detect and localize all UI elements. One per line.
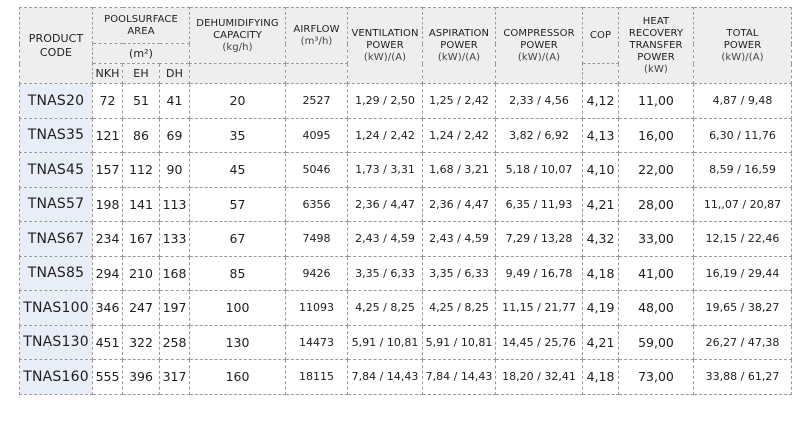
header-dh: DH — [160, 64, 190, 84]
header-aspiration — [423, 8, 496, 84]
compressor-cell: 6,35 / 11,93 — [496, 187, 583, 222]
header-dehumidifying — [190, 8, 286, 64]
nkh-cell: 234 — [93, 222, 123, 257]
header-airflow-label: AIRFLOW — [293, 23, 340, 35]
aspiration-cell: 2,43 / 4,59 — [423, 222, 496, 257]
total-power-cell: 12,15 / 22,46 — [694, 222, 792, 257]
total-power-cell: 4,87 / 9,48 — [694, 84, 792, 119]
compressor-cell: 2,33 / 4,56 — [496, 84, 583, 119]
header-ventilation — [348, 8, 423, 84]
compressor-cell: 18,20 / 32,41 — [496, 360, 583, 395]
header-compressor-line1: COMPRESSOR — [503, 27, 575, 39]
compressor-cell: 14,45 / 25,76 — [496, 325, 583, 360]
total-power-cell: 19,65 / 38,27 — [694, 291, 792, 326]
header-cop — [583, 8, 619, 64]
dh-cell: 41 — [160, 84, 190, 119]
header-heat-recovery-line3: TRANSFER — [629, 39, 683, 51]
heat-recovery-cell: 73,00 — [619, 360, 694, 395]
header-pool-surface-line2: AREA — [127, 25, 155, 37]
header-ventilation-line1: VENTILATION — [351, 27, 419, 39]
header-eh: EH — [123, 64, 160, 84]
table-row — [20, 291, 792, 326]
header-compressor-line2: POWER — [520, 39, 558, 51]
table-row — [20, 118, 792, 153]
cop-cell: 4,32 — [583, 222, 619, 257]
heat-recovery-cell: 48,00 — [619, 291, 694, 326]
compressor-cell: 7,29 / 13,28 — [496, 222, 583, 257]
header-nkh: NKH — [93, 64, 123, 84]
heat-recovery-cell: 33,00 — [619, 222, 694, 257]
ventilation-cell: 7,84 / 14,43 — [348, 360, 423, 395]
heat-recovery-cell: 28,00 — [619, 187, 694, 222]
heat-recovery-cell: 59,00 — [619, 325, 694, 360]
eh-cell: 247 — [123, 291, 160, 326]
header-product-code-line1: PRODUCT — [28, 31, 84, 45]
dehumidifying-cell: 160 — [190, 360, 286, 395]
header-ventilation-line2: POWER — [366, 39, 404, 51]
ventilation-cell: 4,25 / 8,25 — [348, 291, 423, 326]
dh-cell: 133 — [160, 222, 190, 257]
dehumidifying-cell: 130 — [190, 325, 286, 360]
product-code-cell: TNAS160 — [20, 360, 93, 395]
header-heat-recovery-line1: HEAT — [642, 15, 670, 27]
compressor-cell: 9,49 / 16,78 — [496, 256, 583, 291]
compressor-cell: 5,18 / 10,07 — [496, 153, 583, 188]
header-product-code-line2: CODE — [39, 45, 73, 59]
header-pool-surface-unit: (m²) — [93, 44, 190, 64]
table-row — [20, 153, 792, 188]
ventilation-cell: 3,35 / 6,33 — [348, 256, 423, 291]
dh-cell: 168 — [160, 256, 190, 291]
header-compressor — [496, 8, 583, 84]
total-power-cell: 8,59 / 16,59 — [694, 153, 792, 188]
nkh-cell: 198 — [93, 187, 123, 222]
heat-recovery-cell: 16,00 — [619, 118, 694, 153]
spec-table-container — [19, 7, 792, 395]
nkh-cell: 294 — [93, 256, 123, 291]
aspiration-cell: 5,91 / 10,81 — [423, 325, 496, 360]
table-row — [20, 325, 792, 360]
ventilation-cell: 2,43 / 4,59 — [348, 222, 423, 257]
airflow-cell: 6356 — [286, 187, 348, 222]
dh-cell: 90 — [160, 153, 190, 188]
eh-cell: 112 — [123, 153, 160, 188]
dh-cell: 197 — [160, 291, 190, 326]
ventilation-cell: 1,24 / 2,42 — [348, 118, 423, 153]
eh-cell: 210 — [123, 256, 160, 291]
airflow-cell: 7498 — [286, 222, 348, 257]
aspiration-cell: 1,25 / 2,42 — [423, 84, 496, 119]
airflow-cell: 4095 — [286, 118, 348, 153]
header-compressor-unit: (kW)/(A) — [517, 51, 561, 63]
header-airflow-spacer — [286, 64, 348, 84]
header-dehumidifying-unit: (kg/h) — [222, 41, 253, 53]
header-cop-spacer — [583, 64, 619, 84]
table-row — [20, 187, 792, 222]
aspiration-cell: 2,36 / 4,47 — [423, 187, 496, 222]
header-heat-recovery — [619, 8, 694, 84]
nkh-cell: 157 — [93, 153, 123, 188]
product-code-cell: TNAS85 — [20, 256, 93, 291]
ventilation-cell: 5,91 / 10,81 — [348, 325, 423, 360]
airflow-cell: 9426 — [286, 256, 348, 291]
header-heat-recovery-unit: (kW) — [644, 63, 668, 75]
product-code-cell: TNAS100 — [20, 291, 93, 326]
header-dehumidifying-spacer — [190, 64, 286, 84]
airflow-cell: 5046 — [286, 153, 348, 188]
eh-cell: 141 — [123, 187, 160, 222]
dh-cell: 258 — [160, 325, 190, 360]
header-aspiration-line1: ASPIRATION — [428, 27, 490, 39]
dh-cell: 113 — [160, 187, 190, 222]
product-code-cell: TNAS67 — [20, 222, 93, 257]
nkh-cell: 555 — [93, 360, 123, 395]
eh-cell: 322 — [123, 325, 160, 360]
product-code-cell: TNAS57 — [20, 187, 93, 222]
cop-cell: 4,13 — [583, 118, 619, 153]
nkh-cell: 72 — [93, 84, 123, 119]
spec-table — [19, 7, 792, 395]
dehumidifying-cell: 67 — [190, 222, 286, 257]
header-airflow-unit: (m³/h) — [300, 35, 333, 47]
dehumidifying-cell: 20 — [190, 84, 286, 119]
product-code-cell: TNAS35 — [20, 118, 93, 153]
header-airflow — [286, 8, 348, 64]
product-code-cell: TNAS130 — [20, 325, 93, 360]
dehumidifying-cell: 57 — [190, 187, 286, 222]
nkh-cell: 451 — [93, 325, 123, 360]
header-aspiration-unit: (kW)/(A) — [437, 51, 481, 63]
table-row — [20, 256, 792, 291]
header-total-power — [694, 8, 792, 84]
table-header — [20, 8, 792, 84]
cop-cell: 4,18 — [583, 256, 619, 291]
eh-cell: 51 — [123, 84, 160, 119]
dehumidifying-cell: 85 — [190, 256, 286, 291]
eh-cell: 86 — [123, 118, 160, 153]
total-power-cell: 6,30 / 11,76 — [694, 118, 792, 153]
aspiration-cell: 7,84 / 14,43 — [423, 360, 496, 395]
table-body — [20, 84, 792, 395]
header-pool-surface — [93, 8, 190, 44]
ventilation-cell: 2,36 / 4,47 — [348, 187, 423, 222]
cop-cell: 4,10 — [583, 153, 619, 188]
total-power-cell: 33,88 / 61,27 — [694, 360, 792, 395]
header-pool-surface-line1: POOLSURFACE — [104, 13, 178, 25]
header-heat-recovery-line2: RECOVERY — [628, 27, 684, 39]
header-ventilation-unit: (kW)/(A) — [363, 51, 407, 63]
header-dehumidifying-line1: DEHUMIDIFYING — [196, 17, 279, 29]
table-row — [20, 222, 792, 257]
nkh-cell: 346 — [93, 291, 123, 326]
product-code-cell: TNAS45 — [20, 153, 93, 188]
header-product-code — [20, 8, 93, 84]
dehumidifying-cell: 45 — [190, 153, 286, 188]
compressor-cell: 11,15 / 21,77 — [496, 291, 583, 326]
aspiration-cell: 1,24 / 2,42 — [423, 118, 496, 153]
cop-cell: 4,12 — [583, 84, 619, 119]
airflow-cell: 14473 — [286, 325, 348, 360]
header-total-line1: TOTAL — [726, 27, 759, 39]
header-dehumidifying-line2: CAPACITY — [213, 29, 262, 41]
cop-cell: 4,21 — [583, 187, 619, 222]
airflow-cell: 2527 — [286, 84, 348, 119]
aspiration-cell: 4,25 / 8,25 — [423, 291, 496, 326]
dehumidifying-cell: 35 — [190, 118, 286, 153]
cop-cell: 4,18 — [583, 360, 619, 395]
ventilation-cell: 1,73 / 3,31 — [348, 153, 423, 188]
heat-recovery-cell: 41,00 — [619, 256, 694, 291]
aspiration-cell: 3,35 / 6,33 — [423, 256, 496, 291]
heat-recovery-cell: 22,00 — [619, 153, 694, 188]
header-cop-label: COP — [589, 29, 612, 41]
dh-cell: 69 — [160, 118, 190, 153]
eh-cell: 396 — [123, 360, 160, 395]
header-total-unit: (kW)/(A) — [721, 51, 764, 63]
ventilation-cell: 1,29 / 2,50 — [348, 84, 423, 119]
heat-recovery-cell: 11,00 — [619, 84, 694, 119]
total-power-cell: 26,27 / 47,38 — [694, 325, 792, 360]
dehumidifying-cell: 100 — [190, 291, 286, 326]
airflow-cell: 18115 — [286, 360, 348, 395]
cop-cell: 4,21 — [583, 325, 619, 360]
dh-cell: 317 — [160, 360, 190, 395]
compressor-cell: 3,82 / 6,92 — [496, 118, 583, 153]
header-heat-recovery-line4: POWER — [637, 51, 675, 63]
total-power-cell: 11,,07 / 20,87 — [694, 187, 792, 222]
header-aspiration-line2: POWER — [440, 39, 478, 51]
header-total-line2: POWER — [723, 39, 762, 51]
eh-cell: 167 — [123, 222, 160, 257]
airflow-cell: 11093 — [286, 291, 348, 326]
aspiration-cell: 1,68 / 3,21 — [423, 153, 496, 188]
table-row — [20, 84, 792, 119]
cop-cell: 4,19 — [583, 291, 619, 326]
nkh-cell: 121 — [93, 118, 123, 153]
total-power-cell: 16,19 / 29,44 — [694, 256, 792, 291]
product-code-cell: TNAS20 — [20, 84, 93, 119]
table-row — [20, 360, 792, 395]
